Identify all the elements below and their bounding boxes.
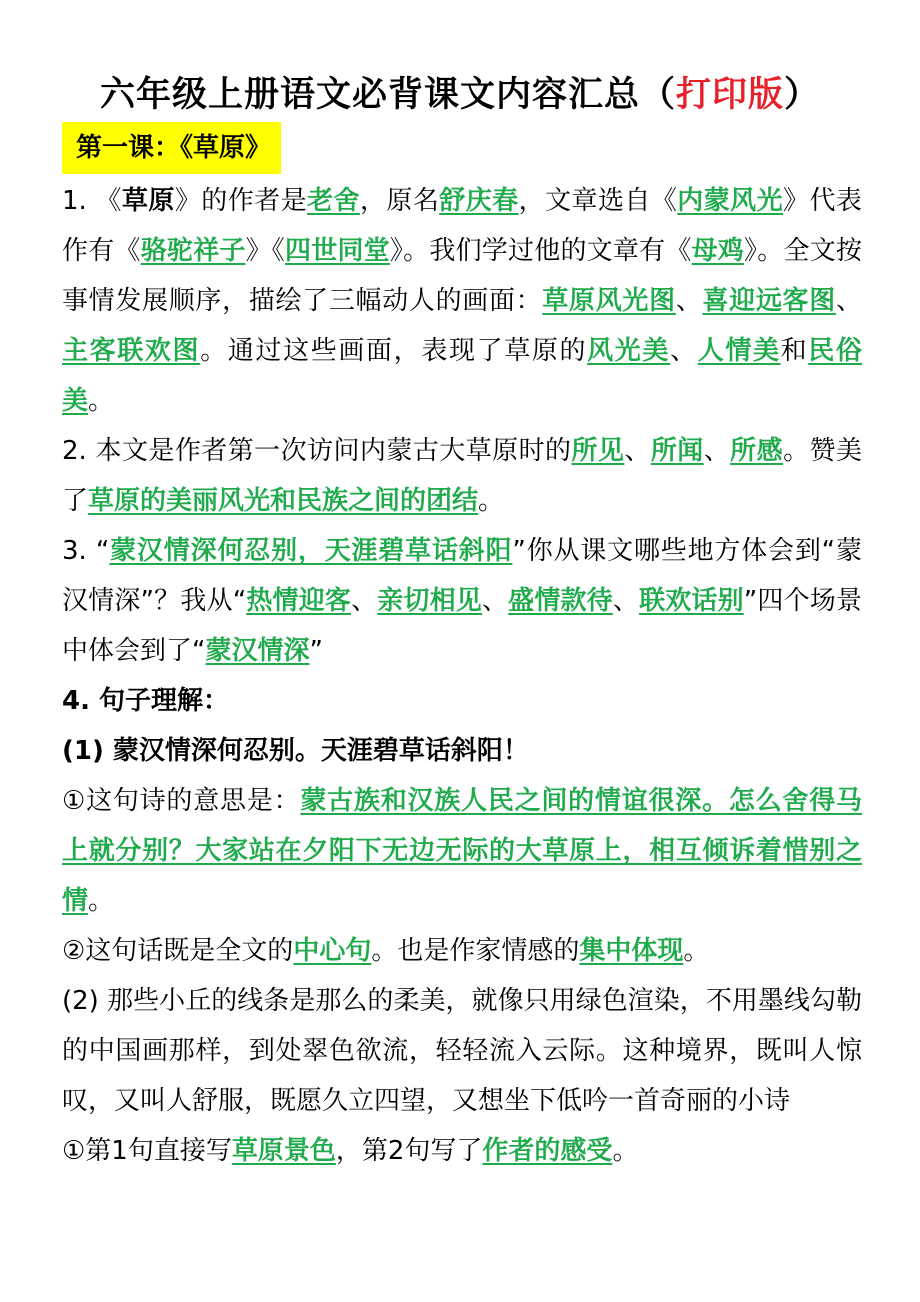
answer: 母鸡 xyxy=(691,236,745,266)
text: ，原名 xyxy=(359,186,440,216)
text: 、 xyxy=(675,286,703,316)
text: ，第2句写了 xyxy=(335,1136,483,1166)
text: 。通过这些画面，表现了草原的 xyxy=(200,336,588,366)
sentence-1: (1) 蒙汉情深何忍别。天涯碧草话斜阳！ xyxy=(62,736,529,766)
answer: 内蒙风光 xyxy=(677,186,784,216)
answer: 风光美 xyxy=(587,336,671,366)
answer: 骆驼祥子 xyxy=(140,236,246,266)
text: ” xyxy=(309,636,323,666)
sentence-2: (2) 那些小丘的线条是那么的柔美，就像只用绿色渲染，不用墨线勾勒的中国画那样，到处翠色欲流，轻轻流入云际。这种境界，既叫人惊叹，又叫人舒服，既愿久立四望，又想坐下低吟一首奇丽的小诗 xyxy=(62,986,862,1116)
answer: 作者的感受 xyxy=(482,1136,613,1166)
text: 》的作者是 xyxy=(174,186,308,216)
answer: 所见 xyxy=(571,436,625,466)
text: 。 xyxy=(88,386,115,416)
item-4-heading: 4. 句子理解： xyxy=(62,686,230,716)
answer: 舒庆春 xyxy=(439,186,519,216)
text: 。 xyxy=(478,486,505,516)
text: 、 xyxy=(703,436,731,466)
text: 》《 xyxy=(245,236,286,266)
answer: 蒙汉情深何忍别，天涯碧草话斜阳 xyxy=(109,536,513,566)
title-main: 六年级上册语文必背课文内容汇总（ xyxy=(99,75,676,115)
text: ①第1句直接写 xyxy=(62,1136,232,1166)
text: 、 xyxy=(670,336,698,366)
answer: 所感 xyxy=(730,436,784,466)
answer: 民俗美 xyxy=(62,336,862,416)
text: 、 xyxy=(835,286,862,316)
text: 》代表作有《 xyxy=(62,186,862,266)
text: ①这句诗的意思是： xyxy=(62,786,301,816)
sentence-1-question-1 xyxy=(62,776,862,926)
item-1 xyxy=(62,176,862,426)
text: 2. 本文是作者第一次访问内蒙古大草原时的 xyxy=(62,436,572,466)
text: ，文章选自《 xyxy=(518,186,678,216)
text: 。 xyxy=(88,886,115,916)
text: ”四个场景中体会到了“ xyxy=(62,586,862,666)
answer: 四世同堂 xyxy=(285,236,390,266)
text: ②这句话既是全文的 xyxy=(62,936,294,966)
text: 。 xyxy=(683,936,710,966)
text-bold: 草原 xyxy=(121,186,175,216)
answer: 人情美 xyxy=(697,336,781,366)
answer: 热情迎客 xyxy=(246,586,352,616)
text: 、 xyxy=(481,586,509,616)
answer: 草原风光图 xyxy=(542,286,676,316)
answer: 亲切相见 xyxy=(377,586,482,616)
document-body xyxy=(62,176,862,1176)
text: 。也是作家情感的 xyxy=(371,936,580,966)
text: 。赞美了 xyxy=(62,436,862,516)
answer: 草原的美丽风光和民族之间的团结 xyxy=(88,486,479,516)
lesson-heading: 第一课：《草原》 xyxy=(62,122,281,174)
answer: 所闻 xyxy=(650,436,704,466)
text: 。 xyxy=(612,1136,639,1166)
item-2 xyxy=(62,426,862,526)
answer: 喜迎远客图 xyxy=(702,286,836,316)
answer: 联欢话别 xyxy=(639,586,744,616)
answer: 集中体现 xyxy=(579,936,684,966)
text: ”你从课文哪些地方体会到“蒙汉情深”？我从“ xyxy=(62,536,862,616)
answer: 老舍 xyxy=(307,186,360,216)
sentence-2-question-1 xyxy=(62,1126,862,1176)
title-end: ） xyxy=(784,75,821,115)
text: 》。全文按事情发展顺序，描绘了三幅动人的画面： xyxy=(62,236,862,316)
text: 和 xyxy=(780,336,809,366)
item-3 xyxy=(62,526,862,676)
text: 》。我们学过他的文章有《 xyxy=(389,236,692,266)
text: 1. 《 xyxy=(62,186,122,216)
answer: 蒙古族和汉族人民之间的情谊很深。怎么舍得马上就分别？大家站在夕阳下无边无际的大草原上，相互倾诉着惜别之情 xyxy=(62,786,862,916)
title-highlight: 打印版 xyxy=(675,75,784,115)
answer: 主客联欢图 xyxy=(62,336,201,366)
answer: 草原景色 xyxy=(231,1136,336,1166)
sentence-1-question-2 xyxy=(62,926,862,976)
text: 、 xyxy=(624,436,651,466)
text: 、 xyxy=(351,586,378,616)
answer: 蒙汉情深 xyxy=(205,636,310,666)
text: 3. “ xyxy=(62,536,110,566)
answer: 中心句 xyxy=(293,936,372,966)
answer: 盛情款待 xyxy=(508,586,613,616)
page-title xyxy=(0,70,920,120)
text: 、 xyxy=(612,586,640,616)
